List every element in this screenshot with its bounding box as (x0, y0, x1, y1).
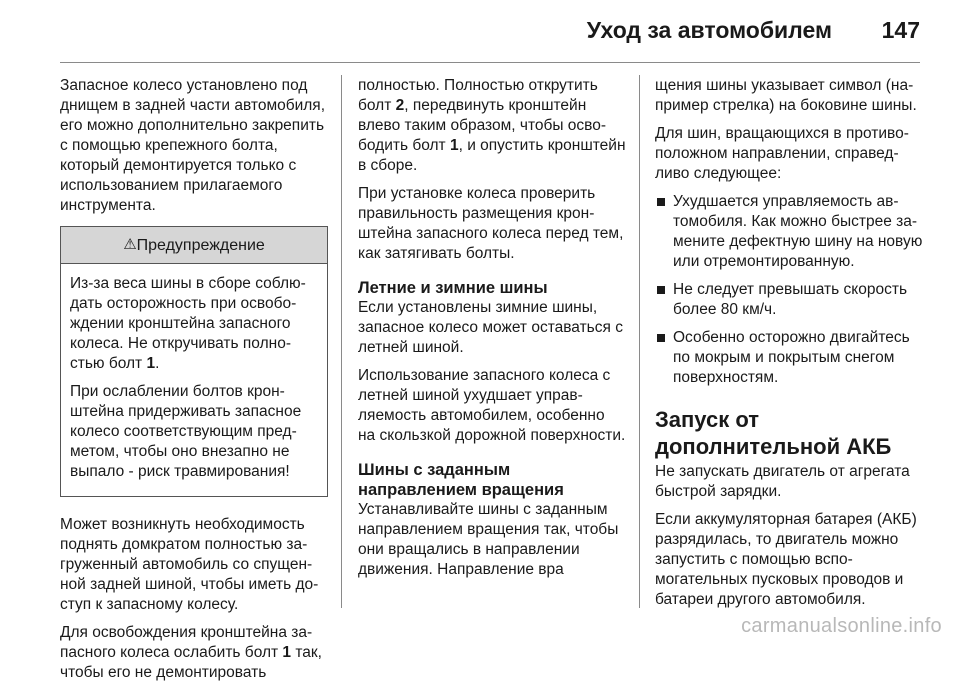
paragraph: Для освобождения кронштейна запасного колеса ослабить болт 1 так, чтобы его не демонтировать (60, 624, 322, 681)
paragraph: Запасное колесо установлено под днищем в задней части автомобиля, его можно дополнительно закрепить с помощью крепежного болта, который демонтируется только с использованием прилагаемого инструмента. (60, 77, 326, 214)
paragraph: полностью. Полностью открутить болт 2, передвинуть кронштейн влево таким образом, чтобы освободить болт 1, и опустить кронштейн в сборе. (358, 77, 626, 174)
list-item: Не следует превышать скорость более 80 км/ч. (655, 280, 927, 320)
column-divider (639, 75, 640, 608)
paragraph: Если аккумуляторная батарея (АКБ) разрядилась, то двигатель можно запустить с помощью вспомогательных пусковых проводов и батареи другого автомобиля. (655, 511, 917, 608)
paragraph: Устанавливайте шины с заданным направлением вращения так, чтобы они вращались в направлении движения. Направление вра (358, 501, 619, 578)
paragraph: щения шины указывает символ (например стрелка) на боковине шины. (655, 77, 917, 114)
section-title: Уход за автомобилем (586, 17, 832, 43)
warning-body (61, 264, 327, 496)
bullet-icon (657, 198, 665, 206)
warning-box (60, 226, 328, 497)
column-2 (358, 76, 626, 588)
bullet-list (655, 192, 927, 388)
heading-directional-tires: Шины с заданным направлением вращения (358, 461, 564, 499)
column-divider (341, 75, 342, 608)
bullet-icon (657, 286, 665, 294)
heading-jump-start: Запуск от дополнительной АКБ (655, 407, 892, 459)
paragraph: При установке колеса проверить правильность размещения кронштейна запасного колеса перед тем, как затягивать болты. (358, 185, 624, 262)
warning-paragraph: Из-за веса шины в сборе соблюдать осторожность при освобождении кронштейна запасного колеса. Не откручивать полностью болт 1. (70, 275, 306, 372)
heading-summer-winter-tires: Летние и зимние шины (358, 279, 548, 297)
paragraph: Не запускать двигатель от агрегата быстрой зарядки. (655, 463, 910, 500)
paragraph: Если установлены зимние шины, запасное колесо может оставаться с летней шиной. (358, 299, 623, 356)
header-rule (60, 62, 920, 63)
paragraph: Может возникнуть необходимость поднять домкратом полностью загруженный автомобиль со спущенной задней шиной, чтобы иметь доступ к запасному колесу. (60, 516, 319, 613)
warning-paragraph: При ослаблении болтов кронштейна придерживать запасное колесо соответствующим предметом, чтобы оно внезапно не выпало - риск травмирования! (70, 383, 302, 480)
warning-header (61, 227, 327, 264)
paragraph: Для шин, вращающихся в противоположном направлении, справедливо следующее: (655, 125, 909, 182)
list-item: Ухудшается управляемость автомобиля. Как можно быстрее замените дефектную шину на новую или отремонтированную. (655, 192, 927, 272)
bullet-icon (657, 334, 665, 342)
column-1 (60, 76, 328, 691)
list-item: Особенно осторожно двигайтесь по мокрым и покрытым снегом поверхностям. (655, 328, 927, 388)
page-number: 147 (881, 17, 920, 43)
paragraph: Использование запасного колеса с летней шиной ухудшает управляемость автомобилем, особенно на скользкой дорожной поверхности. (358, 367, 626, 444)
watermark: carmanualsonline.info (741, 615, 942, 637)
column-3 (655, 76, 927, 618)
warning-icon: ⚠ (123, 236, 137, 253)
warning-title: Предупреждение (136, 237, 265, 254)
